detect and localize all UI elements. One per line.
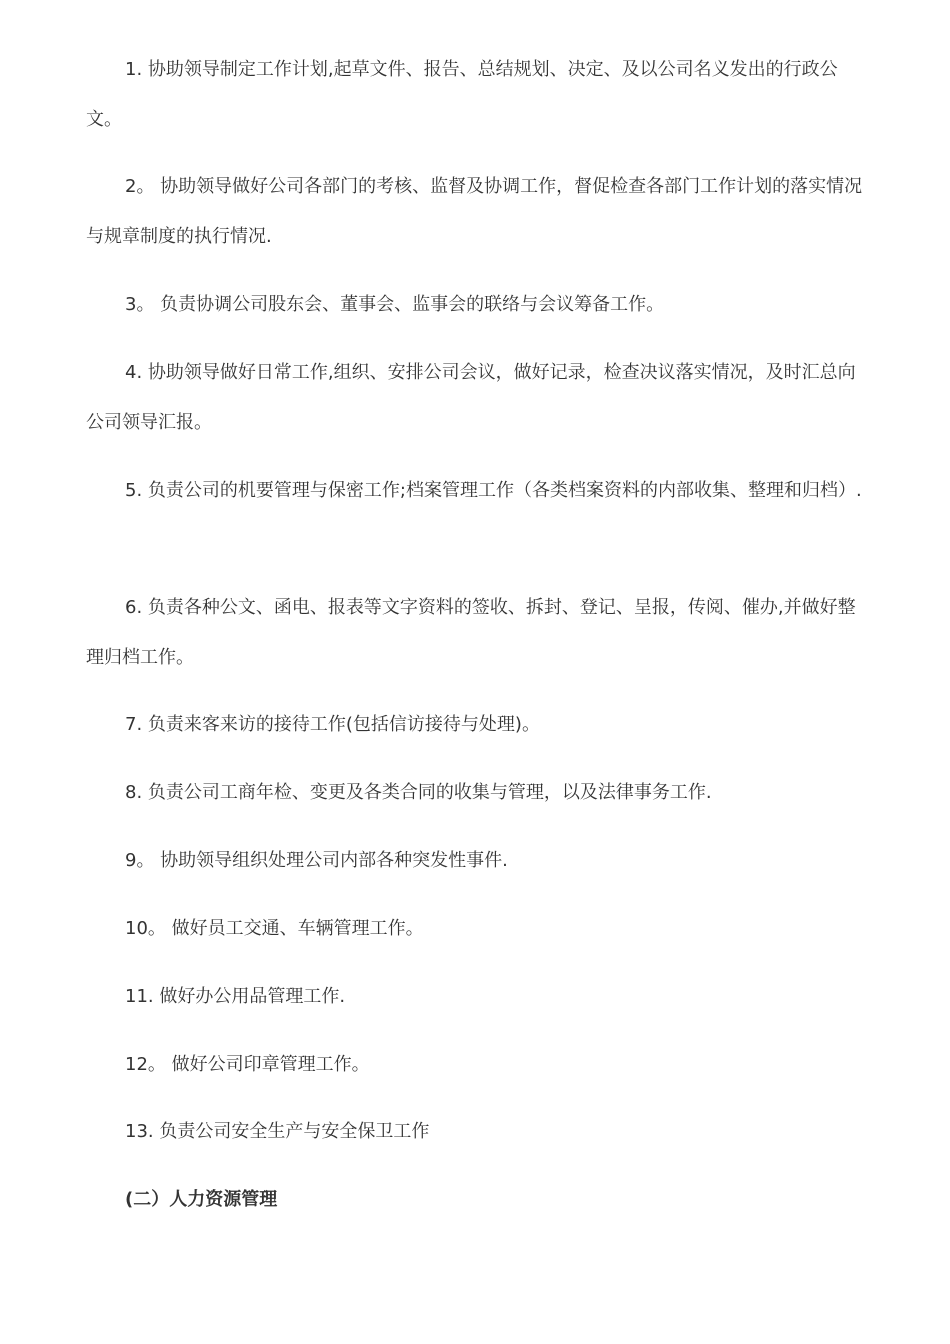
duty-item-10: 10。 做好员工交通、车辆管理工作。 [125,918,424,939]
duty-item-2: 2。 协助领导做好公司各部门的考核、监督及协调工作，督促检查各部门工作计划的落实情况与规章制度的执行情况. [86,176,863,247]
duty-item-13: 13. 负责公司安全生产与安全保卫工作 [125,1121,430,1142]
duty-item-4: 4. 协助领导做好日常工作,组织、安排公司会议，做好记录，检查决议落实情况，及时汇总向公司领导汇报。 [86,362,856,433]
duty-item-1: 1. 协助领导制定工作计划,起草文件、报告、总结规划、决定、及以公司名义发出的行政公文。 [86,59,838,130]
section-heading: (二）人力资源管理 [125,1189,278,1210]
duty-item-3: 3。 负责协调公司股东会、董事会、监事会的联络与会议筹备工作。 [125,294,665,315]
duty-item-5: 5. 负责公司的机要管理与保密工作;档案管理工作（各类档案资料的内部收集、整理和归档）. [125,480,862,501]
duty-item-12: 12。 做好公司印章管理工作。 [125,1054,370,1075]
duty-item-6: 6. 负责各种公文、函电、报表等文字资料的签收、拆封、登记、呈报，传阅、催办,并做好整理归档工作。 [86,597,856,668]
duty-item-9: 9。 协助领导组织处理公司内部各种突发性事件. [125,850,508,871]
duty-item-7: 7. 负责来客来访的接待工作(包括信访接待与处理)。 [125,714,540,735]
duty-item-8: 8. 负责公司工商年检、变更及各类合同的收集与管理，以及法律事务工作. [125,782,712,803]
duty-item-11: 11. 做好办公用品管理工作. [125,986,346,1007]
